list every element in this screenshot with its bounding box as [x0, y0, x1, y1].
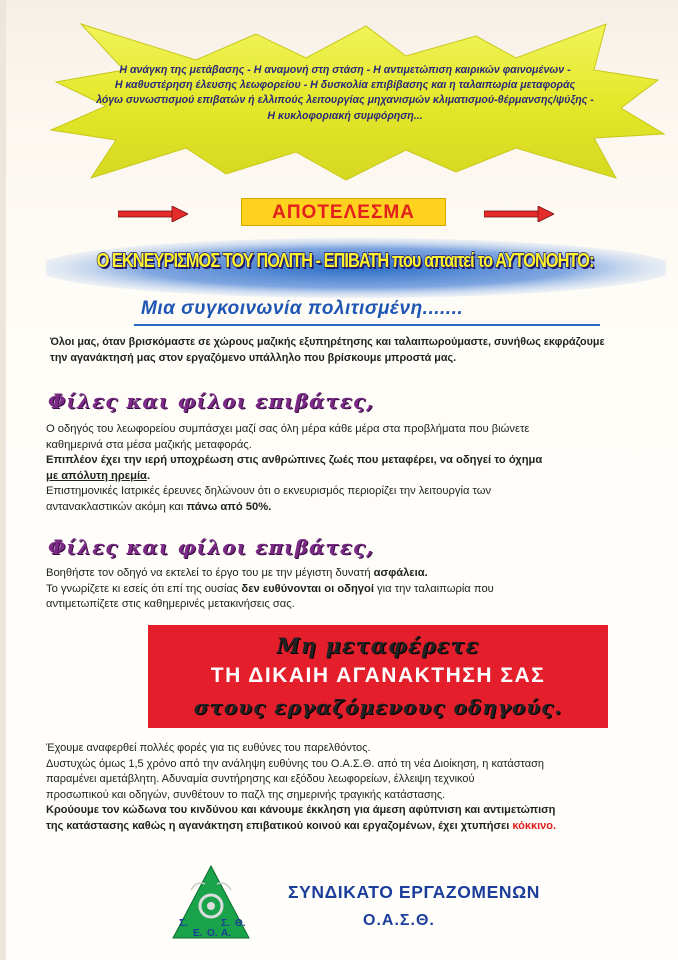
section1-paragraph — [46, 422, 542, 516]
callout-line-3: στους εργαζόμενους οδηγούς. — [193, 695, 563, 719]
union-logo — [171, 862, 251, 942]
intro-line: Όλοι μας, όταν βρισκόμαστε σε χώρους μαζικής εξυπηρέτησης και ταλαιπωρούμαστε, συνήθως εκφράζουμε — [50, 336, 605, 348]
star-line-2: Η καθυστέρηση έλευσης λεωφορείου - Η δυσκολία επιβίβασης και η ταλαιπωρία μεταφοράς — [114, 79, 576, 92]
org-abbreviation: Ο.Α.Σ.Θ. — [363, 912, 435, 929]
logo-letter-2: Ε. — [193, 928, 203, 939]
text-line: καθημερινά στα μέσα μαζικής μεταφοράς. — [46, 438, 252, 451]
banner-heading: Ο ΕΚΝΕΥΡΙΣΜΟΣ ΤΟΥ ΠΟΛΙΤΗ - ΕΠΙΒΑΤΗ που απαιτεί το ΑΥΤΟΝΟΗΤΟ: — [96, 250, 594, 272]
text-fragment: . — [146, 469, 151, 482]
intro-paragraph — [50, 335, 605, 366]
callout-line-1: Μη μεταφέρετε — [276, 633, 480, 658]
red-callout-box — [148, 625, 608, 728]
emphasis-safety: ασφάλεια. — [373, 567, 428, 579]
emphasis-red: κόκκινο. — [512, 819, 557, 832]
result-label: ΑΠΟΤΕΛΕΣΜΑ — [241, 198, 446, 226]
text-line: Ο οδηγός του λεωφορείου συμπάσχει μαζί σας όλη μέρα κάθε μέρα στα προβλήματα που βιώνετε — [46, 423, 530, 435]
closing-paragraph — [46, 741, 556, 835]
emphasis-drivers: δεν ευθύνονται οι οδηγοί — [241, 582, 374, 595]
logo-letter-4: Α. — [221, 928, 231, 939]
greeting-heading: Φίλες και φίλοι επιβάτες, — [48, 389, 375, 413]
intro-line: την αγανάκτησή μας στον εργαζόμενο υπάλληλο που βρίσκουμε μπροστά μας. — [50, 351, 457, 364]
text-fragment: Το γνωρίζετε κι εσείς ότι επί της ουσίας — [46, 582, 242, 595]
text-line: αντιμετωπίζετε στις καθημερινές μετακινήσεις σας. — [46, 598, 295, 611]
text-fragment: Βοηθήστε τον οδηγό να εκτελεί το έργο του με την μέγιστη δυνατή — [46, 567, 374, 579]
subtitle-underline — [134, 324, 600, 326]
org-name: ΣΥΝΔΙΚΑΤΟ ΕΡΓΑΖΟΜΕΝΩΝ — [288, 882, 540, 902]
logo-letter-6: Θ. — [235, 918, 246, 929]
emphasis-calm: με απόλυτη ηρεμία — [46, 469, 147, 482]
text-line: Επιστημονικές Ιατρικές έρευνες δηλώνουν ότι ο εκνευρισμός περιορίζει την λειτουργία των — [46, 485, 492, 498]
star-line-1: Η ανάγκη της μετάβασης - Η αναμονή στη στάση - Η αντιμετώπιση καιρικών φαινομένων - — [119, 64, 571, 76]
star-text-block — [6, 63, 678, 124]
section2-paragraph — [46, 566, 494, 613]
star-line-3: λόγω συνωστισμού επιβατών ή ελλιπούς λειτουργίας μηχανισμών κλιματισμού-θέρμανσης/ψύξης - — [96, 94, 594, 107]
text-line: Κρούουμε τον κώδωνα του κινδύνου και κάνουμε έκκληση για άμεση αφύπνιση και αντιμετώπιση — [46, 804, 556, 817]
text-fragment: της κατάστασης καθώς η αγανάκτηση επιβατικού κοινού και εργαζομένων, έχει χτυπήσει — [46, 819, 513, 832]
emphasis-percent: πάνω από 50%. — [186, 500, 272, 513]
text-line: προσωπικού και οδηγών, συνθέτουν το παζλ της σημερινής τραγικής κατάστασης. — [46, 788, 446, 801]
callout-line-2: ΤΗ ΔΙΚΑΙΗ ΑΓΑΝΑΚΤΗΣΗ ΣΑΣ — [210, 664, 546, 687]
text-line: παραμένει αμετάβλητη. Αδυναμία συντήρησης και εξόδου λεωφορείων, έλλειψη τεχνικού — [46, 773, 475, 786]
greeting-heading: Φίλες και φίλοι επιβάτες, — [48, 535, 375, 559]
logo-letter-3: Ο. — [207, 928, 218, 939]
text-line: Έχουμε αναφερθεί πολλές φορές για τις ευθύνες του παρελθόντος. — [46, 742, 371, 754]
text-fragment: αντανακλαστικών ακόμη και — [46, 500, 187, 513]
text-fragment: για την ταλαιπωρία που — [373, 582, 494, 595]
star-line-4: Η κυκλοφοριακή συμφόρηση... — [267, 109, 423, 122]
arrow-left-icon — [118, 206, 188, 222]
arrow-right-icon — [484, 206, 554, 222]
text-line: Δυστυχώς όμως 1,5 χρόνο από την ανάληψη ευθύνης του Ο.Α.Σ.Θ. από τη νέα Διοίκηση, η κατάσταση — [46, 757, 544, 770]
text-line: Επιπλέον έχει την ιερή υποχρέωση στις ανθρώπινες ζωές που μεταφέρει, να οδηγεί το όχημα — [46, 454, 543, 467]
logo-letter-1: Σ. — [179, 918, 188, 929]
subtitle: Μια συγκοινωνία πολιτισμένη....... — [141, 298, 464, 319]
logo-letter-5: Σ. — [221, 918, 230, 929]
